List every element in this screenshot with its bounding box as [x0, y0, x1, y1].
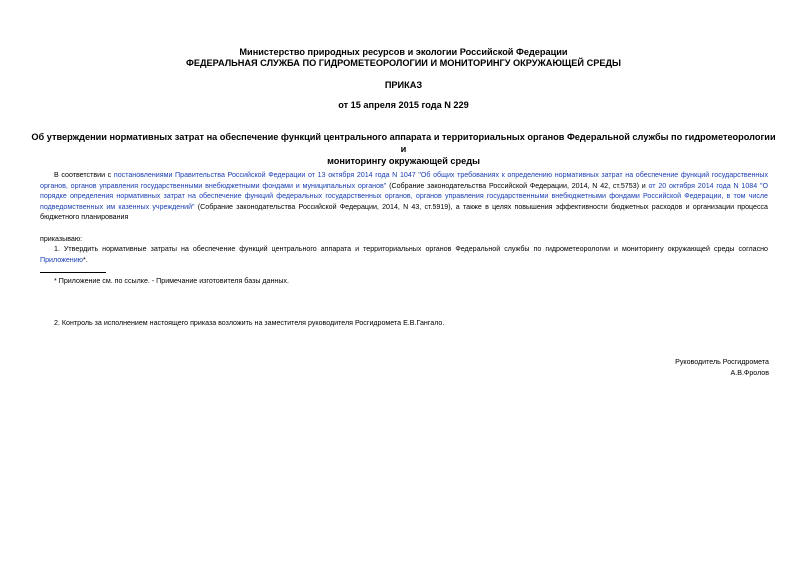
preamble-text-1: В соответствии с [54, 171, 114, 179]
document-title [30, 131, 777, 167]
service-name: ФЕДЕРАЛЬНАЯ СЛУЖБА ПО ГИДРОМЕТЕОРОЛОГИИ И МОНИТОРИНГУ ОКРУЖАЮЩЕЙ СРЕДЫ [186, 58, 621, 68]
document-type: ПРИКАЗ [384, 80, 423, 90]
preamble-paragraph [40, 170, 768, 223]
signatory-position: Руководитель Росгидромета [675, 358, 769, 366]
item-1-tail: *. [82, 255, 88, 264]
preamble-text-3: (Собрание законодательства Российской Федерации, 2014, N 43, ст.5919), а также в целях повышения эффективности бюджетных расходов и организации процесса бюджетного планирования [40, 202, 768, 221]
order-item-2: 2. Контроль за исполнением настоящего приказа возложить на заместителя руководителя Росгидромета Е.В.Гангало. [54, 319, 445, 327]
order-word: приказываю: [40, 235, 83, 243]
footnote-divider [40, 272, 106, 273]
document-date: от 15 апреля 2015 года N 229 [338, 100, 469, 110]
ministry-name: Министерство природных ресурсов и экологии Российской Федерации [239, 47, 568, 57]
appendix-link[interactable]: Приложению [40, 255, 83, 264]
order-item-1 [40, 244, 768, 265]
item-1-text: 1. Утвердить нормативные затраты на обеспечение функций центрального аппарата и территориальных органов Федеральной службы по гидрометеорологии и мониторингу окружающей среды согласно [54, 245, 768, 253]
signatory-name: А.В.Фролов [730, 369, 769, 377]
title-line-2: мониторингу окружающей среды [327, 156, 480, 166]
government-decree-1047-link[interactable]: постановлениями Правительства Российской Федерации от 13 октября 2014 года N 1047 "Об общих требованиях к определению нормативных затрат на обеспечение функций государственных органов, органов управления государственными внебюджетными фондами и муниципальных органов" [40, 171, 768, 190]
footnote: * Приложение см. по ссылке. - Примечание изготовителя базы данных. [54, 277, 289, 285]
title-line-1: Об утверждении нормативных затрат на обеспечение функций центрального аппарата и территориальных органов Федеральной службы по гидрометеорологии и [31, 132, 776, 154]
government-decree-1084-link[interactable]: от 20 октября 2014 года N 1084 "О порядке определения нормативных затрат на обеспечение функций федеральных государственных органов, органов управления государственными внебюджетными фондами Российской Федерации, в том числе подведомственных им казенных учреждений" [40, 181, 768, 211]
preamble-text-2: (Собрание законодательства Российской Федерации, 2014, N 42, ст.5753) и [386, 181, 649, 190]
